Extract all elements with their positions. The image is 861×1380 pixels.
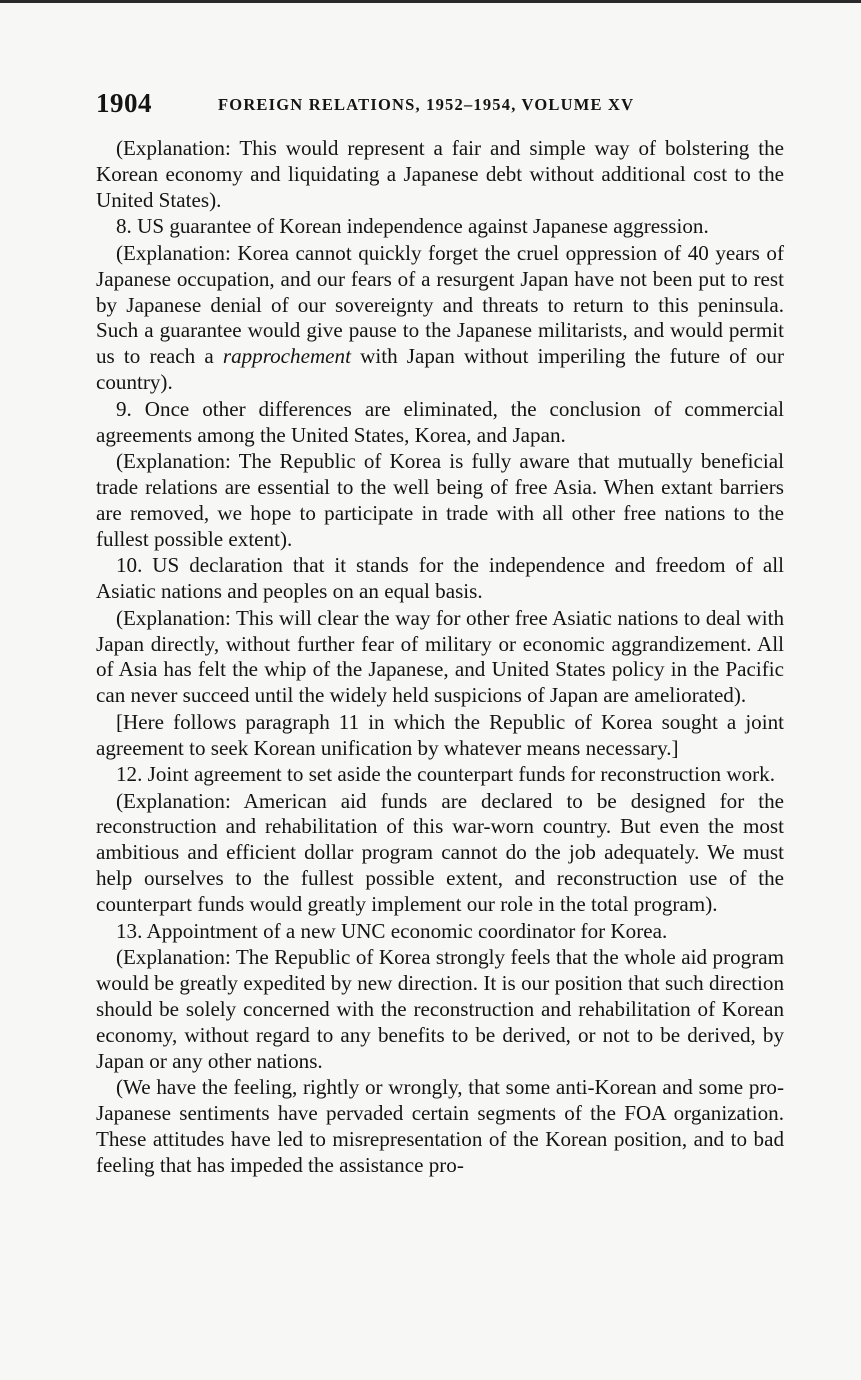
running-head: FOREIGN RELATIONS, 1952–1954, VOLUME XV — [218, 95, 635, 114]
paragraph: 13. Appointment of a new UNC economic coordinator for Korea. — [116, 918, 668, 943]
page-number: 1904 — [96, 88, 152, 118]
paragraph — [96, 241, 784, 396]
paragraph: 9. Once other differences are eliminated, the conclusion of commercial agreements among the United States, Korea, and Japan. — [96, 396, 784, 447]
paragraph: (Explanation: This would represent a fair and simple way of bolstering the Korean economy and liquidating a Japanese debt without additional cost to the United States). — [96, 136, 784, 212]
paragraph: [Here follows paragraph 11 in which the Republic of Korea sought a joint agreement to seek Korean unification by whatever means necessary.] — [96, 709, 784, 760]
paragraph: (We have the feeling, rightly or wrongly, that some anti-Korean and some pro-Japanese sentiments have pervaded certain segments of the FOA organization. These attitudes have led to misrepresentation of the Korean position, and to bad feeling that has impeded the assistance pro- — [96, 1075, 784, 1177]
top-rule — [0, 0, 861, 3]
italic-term: rapprochement — [222, 344, 351, 369]
paragraph-text: with Japan without imperiling the future of our country). — [96, 344, 784, 395]
paragraph: (Explanation: The Republic of Korea is fully aware that mutually beneficial trade relations are essential to the well being of free Asia. When extant barriers are removed, we hope to participate in trade with all other free nations to the fullest possible extent). — [96, 449, 784, 551]
page-header — [96, 88, 796, 128]
paragraph: 8. US guarantee of Korean independence against Japanese aggression. — [116, 214, 709, 239]
paragraph: 12. Joint agreement to set aside the counterpart funds for reconstruction work. — [116, 762, 775, 787]
paragraph: (Explanation: This will clear the way for other free Asiatic nations to deal with Japan directly, without further fear of military or economic aggrandizement. All of Asia has felt the whip of the Japanese, and United States policy in the Pacific can never succeed until the widely held suspicions of Japan are ameliorated). — [96, 605, 784, 708]
paragraph: (Explanation: American aid funds are declared to be designed for the reconstruction and rehabilitation of this war-worn country. But even the most ambitious and efficient dollar program cannot do the job adequately. We must help ourselves to the fullest possible extent, and reconstruction use of the counterpart funds would greatly implement our role in the total program). — [96, 788, 784, 917]
paragraph: 10. US declaration that it stands for the independence and freedom of all Asiatic nations and peoples on an equal basis. — [96, 553, 784, 604]
body-text — [96, 136, 784, 1179]
paragraph: (Explanation: The Republic of Korea strongly feels that the whole aid program would be greatly expedited by new direction. It is our position that such direction should be solely concerned with the reconstruction and rehabilitation of Korean economy, without regard to any benefits to be derived, or not to be derived, by Japan or any other nations. — [96, 945, 784, 1073]
paragraph-text: (Explanation: Korea cannot quickly forget the cruel oppression of 40 years of Japanese occupation, and our fears of a resurgent Japan have not been put to rest by Japanese denial of our sovereignty and threats to return to this peninsula. Such a guarantee would give pause to the Japanese militarists, and would permit us to reach a — [96, 240, 784, 369]
